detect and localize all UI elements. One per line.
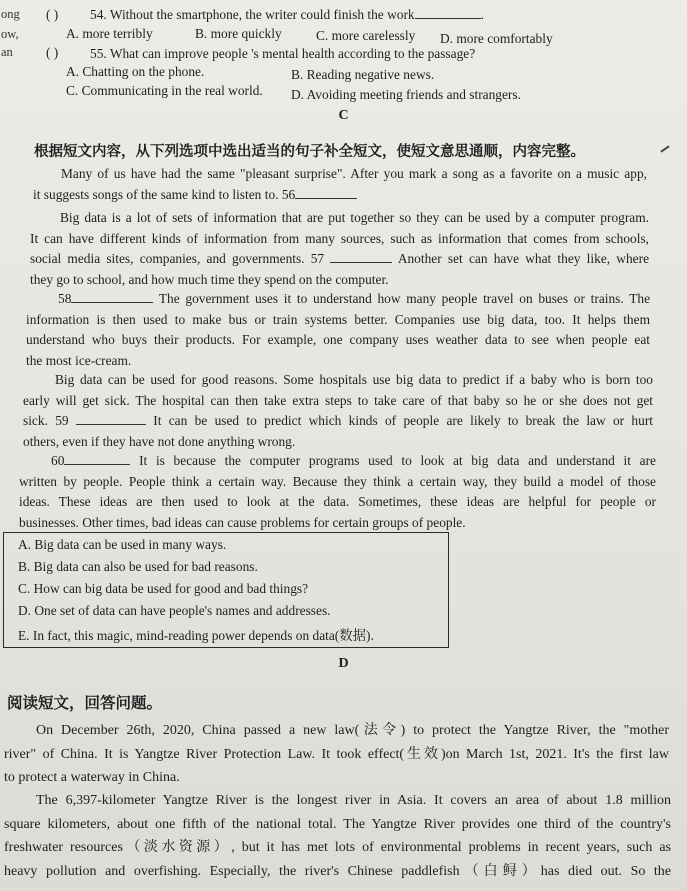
section-c-letter: C xyxy=(338,108,349,123)
blank-58 xyxy=(71,290,153,303)
section-c-instruction: 根据短文内容，从下列选项中选出适当的句子补全短文，使短文意思通顺，内容完整。 xyxy=(34,144,585,160)
q55-option-d: D. Avoiding meeting friends and strangers. xyxy=(291,87,521,102)
q54-option-b: B. more quickly xyxy=(195,26,282,41)
q54-option-a: A. more terribly xyxy=(66,26,153,41)
margin-fragment: an xyxy=(1,45,13,59)
q54-paren: ( ) xyxy=(46,7,59,22)
option-e: E. In fact, this magic, mind-reading power depends on data(数据). xyxy=(18,628,374,643)
section-d-paragraph-1: On December 26th, 2020, China passed a new law(法令) to protect the Yangtze River, the "mother river" of China. It is Yangtze River Protection Law. It took effect(生效)on March 1st, 2021. It's the first law to protect a waterway in China. xyxy=(4,723,669,785)
option-d: D. One set of data can have people's names and addresses. xyxy=(18,603,331,618)
section-d-letter: D xyxy=(338,656,349,671)
blank-56 xyxy=(295,186,357,199)
section-c-paragraph-5: 60 It is because the computer programs used to look at big data and understand it are written by people. People think a certain way. Because they think a certain way, they build a model of those ideas. These ideas are then used to look at the data. Sometimes, these ideas are helpful for people or businesses. Other times, bad ideas can cause problems for certain groups of people. xyxy=(19,453,656,530)
section-c-paragraph-2: Big data is a lot of sets of information that are put together so they can be used by a computer program. It can have different kinds of information from many sources, such as information that comes from schools, social media sites, companies, and governments. 57 Another set can have what they like, where they go to school, and how much time they spend on the computer. xyxy=(30,210,650,287)
margin-fragment: ow, xyxy=(1,27,19,41)
option-b: B. Big data can also be used for bad reasons. xyxy=(18,559,258,574)
q54-option-c: C. more carelessly xyxy=(316,28,416,43)
section-c-paragraph-4: Big data can be used for good reasons. Some hospitals use big data to predict if a baby who is born too early will get sick. The hospital can then take extra steps to take care of that baby so he or she does not get sick. 59 It can be used to predict which kinds of people are likely to break the law or hurt others, even if they have not done anything wrong. xyxy=(23,372,653,449)
section-d-instruction: 阅读短文，回答问题。 xyxy=(7,694,163,712)
blank-60 xyxy=(64,452,130,465)
section-c-paragraph-3: 58 The government uses it to understand how many people travel on buses or trains. The information is then used to make bus or train systems better. Companies use big data, too. It helps them understand who buys their products. For example, one company uses weather data to see when people eat the most ice-cream. xyxy=(26,291,651,368)
q54-blank xyxy=(415,6,481,19)
section-d-paragraph-2: The 6,397-kilometer Yangtze River is the longest river in Asia. It covers an area of about 1.8 million square kilometers, about one fifth of the national total. The Yangtze River provides one third of the country's freshwater resources（淡水资源）, but it has met lots of environmental problems in recent years, such as heavy pollution and overfishing. Especially, the river's Chinese paddlefish（白鲟）has died out. So the xyxy=(4,793,671,879)
q55-paren: ( ) xyxy=(46,45,59,60)
option-c: C. How can big data be used for good and bad things? xyxy=(18,581,309,596)
margin-fragment: ong xyxy=(1,7,20,21)
q54-stem: 54. Without the smartphone, the writer could finish the work . xyxy=(90,7,484,22)
q55-stem: 55. What can improve people 's mental health according to the passage? xyxy=(90,46,476,61)
option-a: A. Big data can be used in many ways. xyxy=(18,537,227,552)
q54-option-d: D. more comfortably xyxy=(440,31,553,46)
pen-mark xyxy=(660,145,669,152)
q55-option-b: B. Reading negative news. xyxy=(291,67,435,82)
blank-57 xyxy=(330,250,392,263)
q55-option-a: A. Chatting on the phone. xyxy=(66,64,205,79)
options-box xyxy=(3,532,449,648)
section-c-paragraph-1: Many of us have had the same "pleasant surprise". After you mark a song as a favorite on a music app, it suggests songs of the same kind to listen to. 56 xyxy=(33,166,647,202)
blank-59 xyxy=(76,412,146,425)
q55-option-c: C. Communicating in the real world. xyxy=(66,83,263,98)
